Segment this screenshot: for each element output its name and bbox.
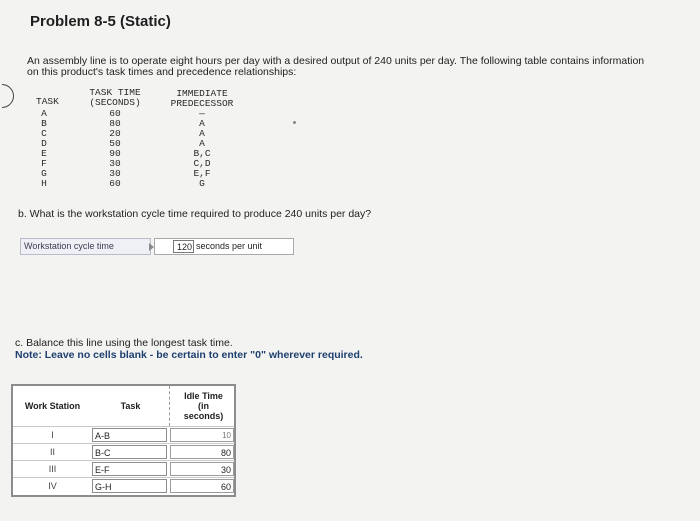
task-pred-cell: C,D [193, 158, 211, 169]
margin-arc-decoration [0, 79, 19, 113]
cycle-time-answer-box [154, 238, 294, 255]
time-col-header-line2: (SECONDS) [89, 97, 141, 108]
task-input[interactable]: E-F [92, 462, 167, 476]
task-col-header: TASK [36, 96, 59, 107]
task-input[interactable]: G-H [92, 479, 167, 493]
table-row [13, 426, 234, 444]
task-pred-cell: A [199, 118, 205, 129]
task-pred-cell: A [199, 128, 205, 139]
page-title: Problem 8-5 (Static) [30, 13, 171, 30]
task-id-cell: D [41, 138, 47, 149]
stray-dot [293, 121, 296, 124]
task-time-cell: 90 [109, 148, 121, 159]
task-id-cell: H [41, 178, 47, 189]
problem-intro: An assembly line is to operate eight hours per day with a desired output of 240 units per day. The following table contains information [27, 55, 645, 67]
station-cell: IV [48, 481, 57, 491]
part-b-question: b. What is the workstation cycle time required to produce 240 units per day? [18, 208, 372, 220]
task-pred-cell: B,C [193, 148, 211, 159]
task-id-cell: E [41, 148, 47, 159]
pred-col-header-line1: IMMEDIATE [176, 88, 228, 99]
task-time-cell: 60 [109, 108, 121, 119]
problem-intro-continued: on this product's task times and precedence relationships: [27, 66, 297, 78]
table-row [13, 460, 234, 478]
task-id-cell: A [41, 108, 47, 119]
task-time-cell: 80 [109, 118, 121, 129]
table-row [13, 477, 234, 495]
task-id-cell: F [41, 158, 47, 169]
station-cell: III [48, 464, 57, 474]
task-id-cell: B [41, 118, 47, 129]
idle-time-input[interactable]: 80 [170, 445, 234, 459]
idle-time-header: Idle Time (in seconds) [169, 386, 237, 426]
idle-time-input[interactable]: 30 [170, 462, 234, 476]
work-station-header: Work Station [24, 401, 81, 411]
table-row [13, 443, 234, 461]
cycle-time-label: Workstation cycle time [20, 238, 151, 255]
task-input[interactable]: B-C [92, 445, 167, 459]
task-id-cell: G [41, 168, 47, 179]
task-pred-cell: A [199, 138, 205, 149]
arrow-right-icon [149, 243, 154, 251]
task-id-cell: C [41, 128, 47, 139]
task-time-cell: 30 [109, 168, 121, 179]
task-pred-cell: E,F [193, 168, 211, 179]
hand-cursor-icon: 10 [222, 431, 231, 440]
cycle-time-input[interactable]: 120 [173, 240, 194, 253]
task-pred-cell: — [199, 108, 205, 119]
part-c-question: c. Balance this line using the longest task time. [15, 337, 233, 349]
note-text: Note: Leave no cells blank - be certain to enter "0" wherever required. [15, 349, 363, 361]
idle-time-input[interactable] [170, 428, 234, 442]
cycle-time-unit: seconds per unit [196, 241, 263, 251]
task-time-cell: 50 [109, 138, 121, 149]
station-cell: II [49, 447, 55, 457]
task-pred-cell: G [199, 178, 205, 189]
pred-col-header-line2: PREDECESSOR [170, 98, 234, 109]
task-time-cell: 60 [109, 178, 121, 189]
idle-time-input[interactable]: 60 [170, 479, 234, 493]
task-header: Task [120, 401, 141, 411]
time-col-header-line1: TASK TIME [89, 87, 141, 98]
task-input[interactable]: A-B [92, 428, 167, 442]
balance-table [11, 384, 236, 497]
task-time-cell: 30 [109, 158, 121, 169]
task-time-cell: 20 [109, 128, 121, 139]
station-cell: I [51, 430, 54, 440]
